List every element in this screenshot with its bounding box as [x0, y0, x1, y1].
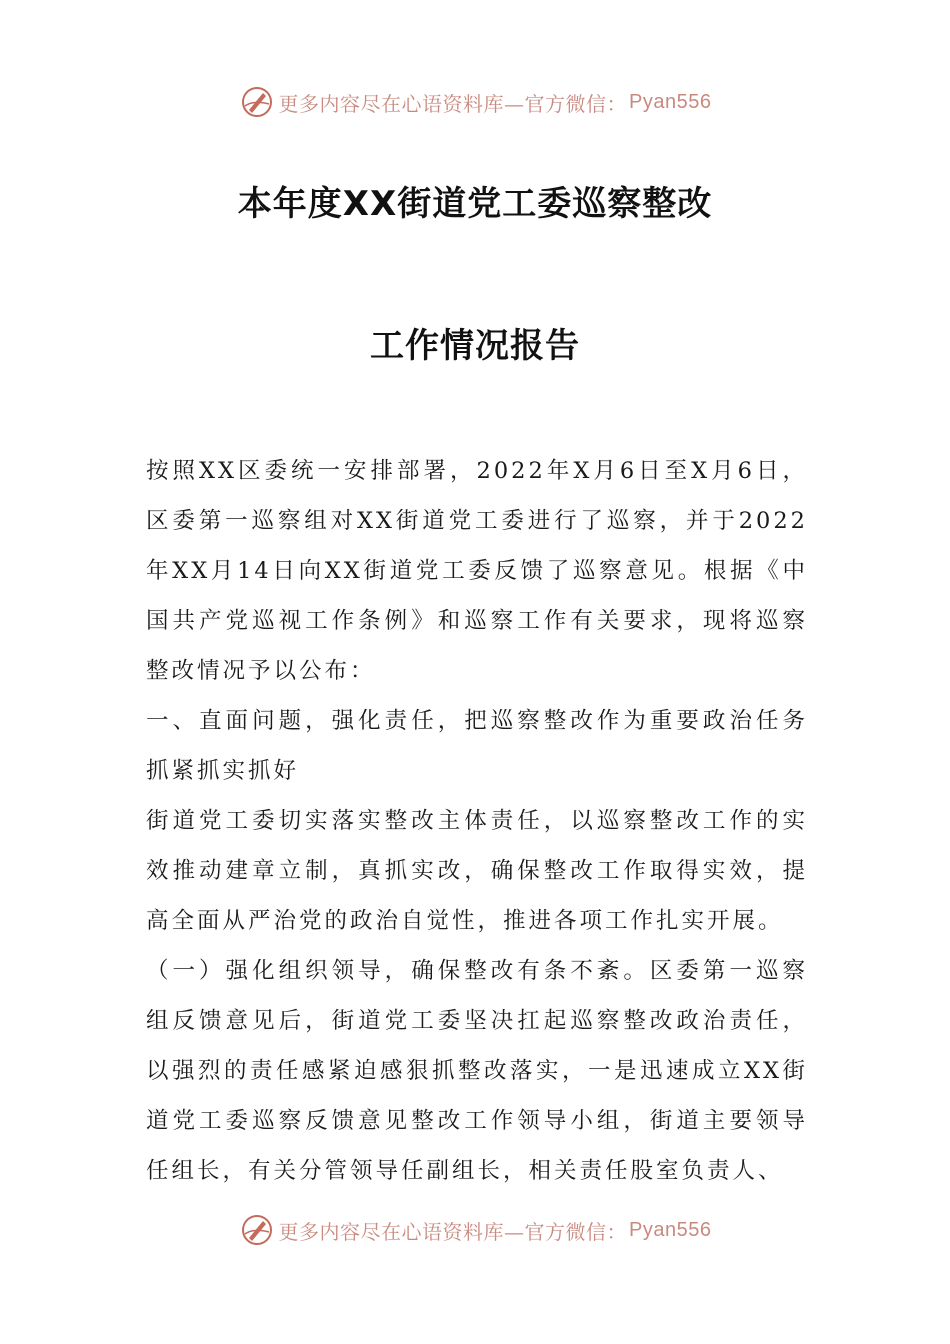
watermark-text: 更多内容尽在心语资料库—官方微信： — [278, 91, 628, 116]
footer-watermark — [0, 1210, 950, 1250]
watermark-handle: Pyan556 — [629, 90, 712, 113]
paragraph-responsibility: 街道党工委切实落实整改主体责任，以巡察整改工作的实效推动建章立制，真抓实改，确保整改工作取得实效，提高全面从严治党的政治自觉性，推进各项工作扎实开展。 — [146, 808, 808, 934]
document-title-line1: 本年度XX街道党工委巡察整改 — [237, 184, 713, 224]
pen-circle-logo-icon — [239, 1212, 275, 1248]
document-body — [146, 446, 808, 1196]
document-title-line2: 工作情况报告 — [370, 326, 580, 366]
watermark-text: 更多内容尽在心语资料库—官方微信： — [278, 1219, 628, 1244]
header-watermark — [0, 82, 950, 122]
watermark-handle: Pyan556 — [629, 1218, 712, 1241]
paragraph-intro: 按照XX区委统一安排部署，2022年X月6日至X月6日，区委第一巡察组对XX街道党工委进行了巡察，并于2022年XX月14日向XX街道党工委反馈了巡察意见。根据《中国共产党巡视工作条例》和巡察工作有关要求，现将巡察整改情况予以公布： — [146, 458, 808, 684]
paragraph-subheading-1: （一）强化组织领导，确保整改有条不紊。区委第一巡察组反馈意见后，街道党工委坚决扛起巡察整改政治责任，以强烈的责任感紧迫感狠抓整改落实，一是迅速成立XX街道党工委巡察反馈意见整改工作领导小组，街道主要领导任组长，有关分管领导任副组长，相关责任股室负责人、 — [146, 958, 808, 1184]
pen-circle-logo-icon — [239, 84, 275, 120]
paragraph-heading-1: 一、直面问题，强化责任，把巡察整改作为重要政治任务抓紧抓实抓好 — [146, 708, 808, 784]
